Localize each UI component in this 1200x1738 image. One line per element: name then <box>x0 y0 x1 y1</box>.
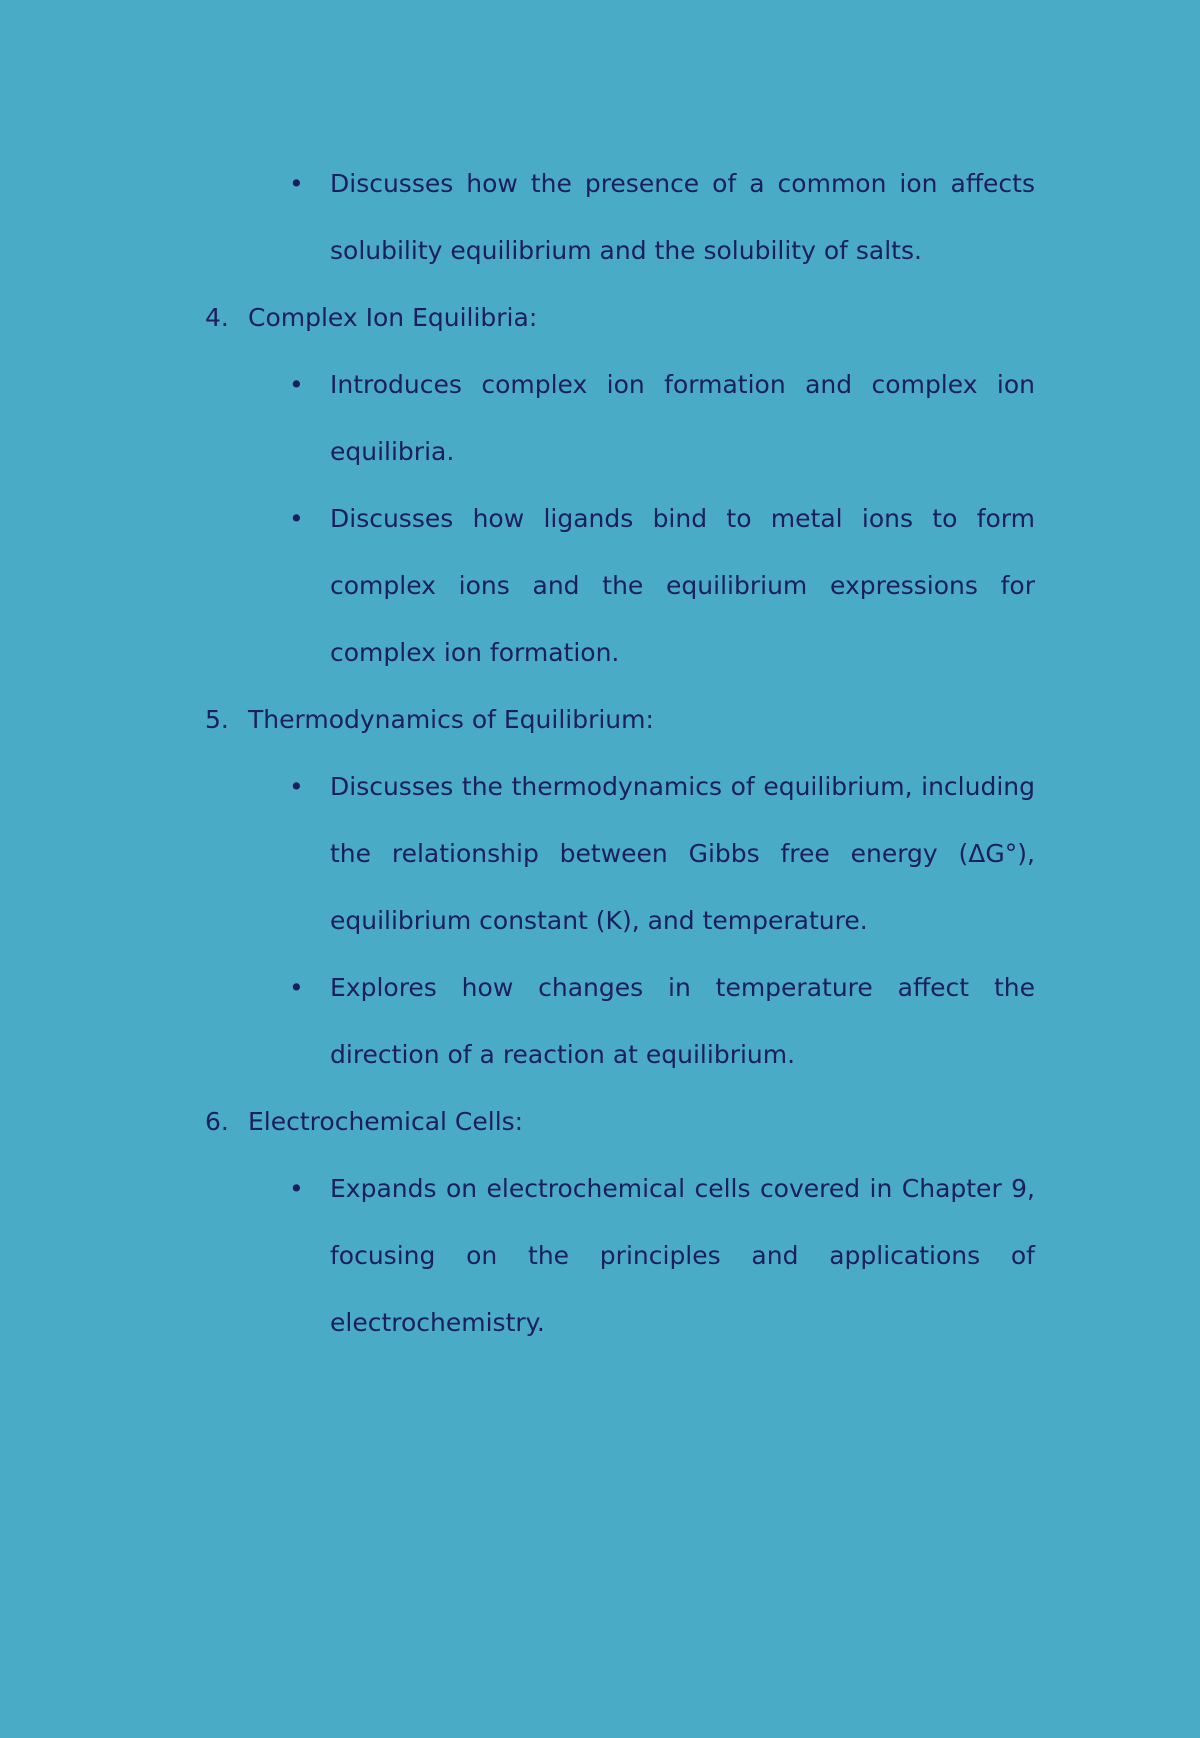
section-4-bullet-1 <box>289 351 1035 485</box>
section-5-bullet-1 <box>289 753 1035 954</box>
section-heading-5 <box>205 686 1035 753</box>
section-number: 5. <box>205 705 229 734</box>
section-heading-4 <box>205 284 1035 351</box>
section-4-bullet-2 <box>289 485 1035 686</box>
bullet-dot: • <box>289 1174 304 1203</box>
bullet-dot: • <box>289 973 304 1002</box>
section-heading-6 <box>205 1088 1035 1155</box>
bullet-text: Discusses the thermodynamics of equilibrium, including the relationship between Gibbs free energy (ΔG°), equilibrium constant (K), and temperature. <box>330 772 1035 935</box>
bullet-text: Explores how changes in temperature affect the direction of a reaction at equilibrium. <box>330 973 1035 1069</box>
section-number: 6. <box>205 1107 229 1136</box>
section-6-bullet-1 <box>289 1155 1035 1356</box>
bullet-text: Discusses how the presence of a common ion affects solubility equilibrium and the solubility of salts. <box>330 169 1035 265</box>
document-body <box>205 150 1035 1356</box>
bullet-text: Expands on electrochemical cells covered in Chapter 9, focusing on the principles and applications of electrochemistry. <box>330 1174 1035 1337</box>
section-number: 4. <box>205 303 229 332</box>
bullet-dot: • <box>289 504 304 533</box>
section-title: Complex Ion Equilibria: <box>248 303 538 332</box>
bullet-dot: • <box>289 772 304 801</box>
intro-bullet-item <box>289 150 1035 284</box>
section-title: Thermodynamics of Equilibrium: <box>248 705 654 734</box>
section-5-bullet-2 <box>289 954 1035 1088</box>
bullet-text: Introduces complex ion formation and complex ion equilibria. <box>330 370 1035 466</box>
bullet-dot: • <box>289 370 304 399</box>
bullet-dot: • <box>289 169 304 198</box>
section-title: Electrochemical Cells: <box>248 1107 524 1136</box>
bullet-text: Discusses how ligands bind to metal ions to form complex ions and the equilibrium expressions for complex ion formation. <box>330 504 1035 667</box>
